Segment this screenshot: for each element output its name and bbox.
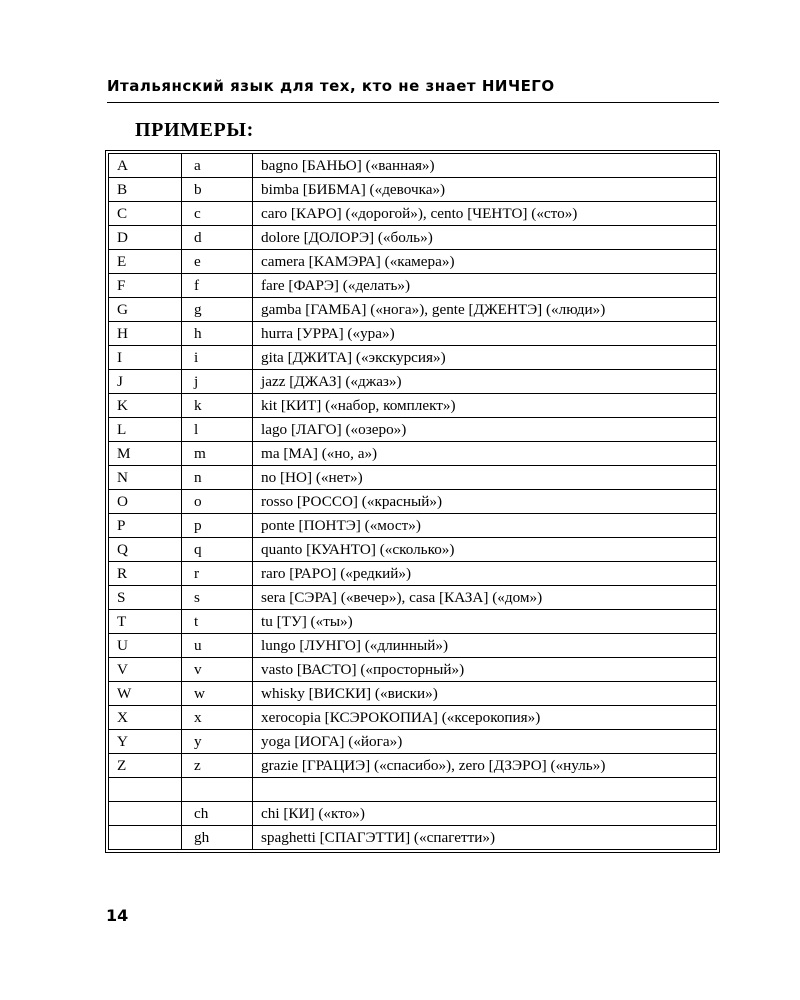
- uppercase-letter-cell: T: [109, 610, 182, 634]
- example-cell: lungo [ЛУНГО] («длинный»): [253, 634, 717, 658]
- example-cell: quanto [КУАНТО] («сколько»): [253, 538, 717, 562]
- lowercase-letter-cell: c: [182, 202, 253, 226]
- example-cell: fare [ФАРЭ] («делать»): [253, 274, 717, 298]
- page-number: 14: [106, 906, 129, 925]
- table-row: [109, 754, 717, 778]
- uppercase-letter-cell: A: [109, 154, 182, 178]
- uppercase-letter-cell: [109, 826, 182, 850]
- lowercase-letter-cell: d: [182, 226, 253, 250]
- table-row: [109, 298, 717, 322]
- example-cell: caro [КАРО] («дорогой»), cento [ЧЕНТО] («сто»): [253, 202, 717, 226]
- lowercase-letter-cell: n: [182, 466, 253, 490]
- running-header: [107, 75, 719, 103]
- lowercase-letter-cell: x: [182, 706, 253, 730]
- lowercase-letter-cell: q: [182, 538, 253, 562]
- lowercase-letter-cell: r: [182, 562, 253, 586]
- uppercase-letter-cell: D: [109, 226, 182, 250]
- uppercase-letter-cell: U: [109, 634, 182, 658]
- lowercase-letter-cell: y: [182, 730, 253, 754]
- example-cell: vasto [ВАСТО] («просторный»): [253, 658, 717, 682]
- lowercase-letter-cell: w: [182, 682, 253, 706]
- table-row: [109, 682, 717, 706]
- table-row: [109, 706, 717, 730]
- table-row: [109, 658, 717, 682]
- example-cell: bagno [БАНЬО] («ванная»): [253, 154, 717, 178]
- table-row: [109, 466, 717, 490]
- table-row: [109, 322, 717, 346]
- example-cell: whisky [ВИСКИ] («виски»): [253, 682, 717, 706]
- table-row: [109, 394, 717, 418]
- example-cell: sera [СЭРА] («вечер»), casa [КАЗА] («дом»): [253, 586, 717, 610]
- example-cell: gita [ДЖИТА] («экскурсия»): [253, 346, 717, 370]
- table-row: [109, 730, 717, 754]
- example-cell: ponte [ПОНТЭ] («мост»): [253, 514, 717, 538]
- example-cell: bimba [БИБМА] («девочка»): [253, 178, 717, 202]
- table-row: [109, 250, 717, 274]
- section-title: ПРИМЕРЫ:: [135, 119, 254, 141]
- table-row: [109, 370, 717, 394]
- example-cell: hurra [УРРА] («ура»): [253, 322, 717, 346]
- lowercase-letter-cell: k: [182, 394, 253, 418]
- running-title: Итальянский язык для тех, кто не знает НИЧЕГО: [107, 77, 555, 95]
- example-cell: spaghetti [СПАГЭТТИ] («спагетти»): [253, 826, 717, 850]
- example-cell: grazie [ГРАЦИЭ] («спасибо»), zero [ДЗЭРО] («нуль»): [253, 754, 717, 778]
- uppercase-letter-cell: N: [109, 466, 182, 490]
- lowercase-letter-cell: t: [182, 610, 253, 634]
- lowercase-letter-cell: j: [182, 370, 253, 394]
- example-cell: lago [ЛАГО] («озеро»): [253, 418, 717, 442]
- example-cell: chi [КИ] («кто»): [253, 802, 717, 826]
- uppercase-letter-cell: G: [109, 298, 182, 322]
- alphabet-table-body: [109, 154, 717, 850]
- lowercase-letter-cell: z: [182, 754, 253, 778]
- table-row: [109, 634, 717, 658]
- uppercase-letter-cell: P: [109, 514, 182, 538]
- lowercase-letter-cell: h: [182, 322, 253, 346]
- uppercase-letter-cell: E: [109, 250, 182, 274]
- uppercase-letter-cell: Q: [109, 538, 182, 562]
- example-cell: camera [КАМЭРА] («камера»): [253, 250, 717, 274]
- table-row: [109, 418, 717, 442]
- lowercase-letter-cell: s: [182, 586, 253, 610]
- uppercase-letter-cell: H: [109, 322, 182, 346]
- uppercase-letter-cell: M: [109, 442, 182, 466]
- uppercase-letter-cell: X: [109, 706, 182, 730]
- lowercase-letter-cell: [182, 778, 253, 802]
- lowercase-letter-cell: i: [182, 346, 253, 370]
- table-row: [109, 202, 717, 226]
- table-row: [109, 610, 717, 634]
- lowercase-letter-cell: o: [182, 490, 253, 514]
- lowercase-letter-cell: g: [182, 298, 253, 322]
- uppercase-letter-cell: V: [109, 658, 182, 682]
- uppercase-letter-cell: Y: [109, 730, 182, 754]
- lowercase-letter-cell: u: [182, 634, 253, 658]
- example-cell: raro [РАРО] («редкий»): [253, 562, 717, 586]
- table-row: [109, 274, 717, 298]
- example-cell: yoga [ИОГА] («йога»): [253, 730, 717, 754]
- table-row: [109, 586, 717, 610]
- table-row: [109, 514, 717, 538]
- uppercase-letter-cell: J: [109, 370, 182, 394]
- lowercase-letter-cell: l: [182, 418, 253, 442]
- uppercase-letter-cell: C: [109, 202, 182, 226]
- uppercase-letter-cell: Z: [109, 754, 182, 778]
- example-cell: tu [ТУ] («ты»): [253, 610, 717, 634]
- lowercase-letter-cell: a: [182, 154, 253, 178]
- uppercase-letter-cell: K: [109, 394, 182, 418]
- uppercase-letter-cell: W: [109, 682, 182, 706]
- table-row-blank: [109, 778, 717, 802]
- uppercase-letter-cell: F: [109, 274, 182, 298]
- table-row: [109, 802, 717, 826]
- alphabet-table-frame: [105, 150, 720, 853]
- uppercase-letter-cell: [109, 778, 182, 802]
- example-cell: kit [КИТ] («набор, комплект»): [253, 394, 717, 418]
- example-cell: rosso [РОССО] («красный»): [253, 490, 717, 514]
- table-row: [109, 562, 717, 586]
- uppercase-letter-cell: B: [109, 178, 182, 202]
- uppercase-letter-cell: L: [109, 418, 182, 442]
- alphabet-table: [108, 153, 717, 850]
- uppercase-letter-cell: O: [109, 490, 182, 514]
- lowercase-letter-cell: gh: [182, 826, 253, 850]
- lowercase-letter-cell: p: [182, 514, 253, 538]
- example-cell: gamba [ГАМБА] («нога»), gente [ДЖЕНТЭ] («люди»): [253, 298, 717, 322]
- lowercase-letter-cell: m: [182, 442, 253, 466]
- table-row: [109, 178, 717, 202]
- example-cell: ma [МА] («но, а»): [253, 442, 717, 466]
- example-cell: xerocopia [КСЭРОКОПИА] («ксерокопия»): [253, 706, 717, 730]
- table-row: [109, 538, 717, 562]
- example-cell: jazz [ДЖАЗ] («джаз»): [253, 370, 717, 394]
- table-row: [109, 442, 717, 466]
- lowercase-letter-cell: f: [182, 274, 253, 298]
- uppercase-letter-cell: I: [109, 346, 182, 370]
- example-cell: dolore [ДОЛОРЭ] («боль»): [253, 226, 717, 250]
- lowercase-letter-cell: e: [182, 250, 253, 274]
- table-row: [109, 826, 717, 850]
- example-cell: no [НО] («нет»): [253, 466, 717, 490]
- lowercase-letter-cell: b: [182, 178, 253, 202]
- uppercase-letter-cell: S: [109, 586, 182, 610]
- lowercase-letter-cell: v: [182, 658, 253, 682]
- table-row: [109, 490, 717, 514]
- table-row: [109, 346, 717, 370]
- table-row: [109, 154, 717, 178]
- uppercase-letter-cell: R: [109, 562, 182, 586]
- example-cell: [253, 778, 717, 802]
- lowercase-letter-cell: ch: [182, 802, 253, 826]
- uppercase-letter-cell: [109, 802, 182, 826]
- table-row: [109, 226, 717, 250]
